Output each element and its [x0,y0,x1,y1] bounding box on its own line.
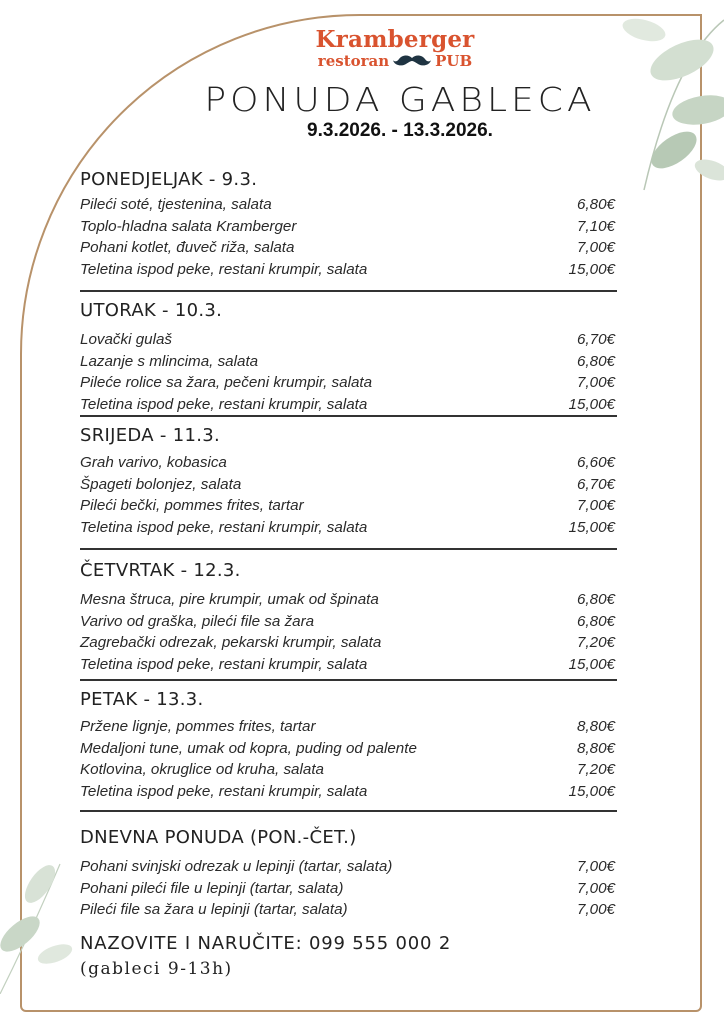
item-price: 7,00€ [576,879,615,897]
day-heading: UTORAK - 10.3. [80,300,223,321]
item-name: Pržene lignje, pommes frites, tartar [80,718,316,735]
menu-item [80,237,617,259]
divider [80,679,617,681]
item-name: Pohani kotlet, đuveč riža, salata [80,239,295,257]
menu-item [80,329,617,351]
item-name: Lazanje s mlincima, salata [80,352,259,370]
menu-item [80,517,617,539]
menu-item [80,394,617,416]
item-price: 7,00€ [576,901,615,919]
mustache-icon [393,54,431,68]
day-heading: PONEDJELJAK - 9.3. [80,169,258,190]
menu-item [80,372,617,394]
item-name: Teletina ispod peke, restani krumpir, salata [80,782,368,800]
item-name: Pileći bečki, pommes frites, tartar [80,497,304,515]
item-name: Toplo-hladna salata Kramberger [80,217,297,235]
menu-item [80,716,617,738]
item-name: Lovački gulaš [80,331,173,348]
menu-item [80,632,617,654]
divider [80,548,617,550]
day-section-wednesday [80,424,617,538]
item-price: 8,80€ [576,739,615,757]
menu-item [80,899,617,921]
daily-offer-heading: DNEVNA PONUDA (PON.-ČET.) [80,827,357,848]
item-price: 7,00€ [576,374,615,392]
item-name: Pohani svinjski odrezak u lepinji (tartar, salata) [80,858,393,875]
item-name: Zagrebački odrezak, pekarski krumpir, salata [80,634,382,652]
day-heading: PETAK - 13.3. [80,689,204,710]
item-name: Varivo od graška, pileći file sa žara [80,612,315,630]
item-price: 15,00€ [568,518,615,536]
item-price: 7,10€ [576,217,615,235]
day-section-friday [80,688,617,802]
item-name: Medaljoni tune, umak od kopra, puding od palente [80,739,417,757]
menu-item [80,759,617,781]
item-price: 15,00€ [568,260,615,278]
item-price: 6,80€ [576,196,615,213]
logo-right-word: PUB [435,52,473,70]
item-price: 6,80€ [576,612,615,630]
item-price: 15,00€ [568,395,615,413]
item-name: Teletina ispod peke, restani krumpir, salata [80,655,368,673]
day-section-tuesday [80,299,617,415]
divider [80,290,617,292]
logo-name: Kramberger [315,26,475,53]
divider [80,810,617,812]
day-heading: SRIJEDA - 11.3. [80,425,221,446]
day-section-thursday [80,559,617,675]
menu-item [80,781,617,803]
item-price: 6,80€ [576,591,615,608]
item-price: 6,70€ [576,475,615,493]
eucalyptus-leaves-bottom [0,844,90,994]
call-to-order: NAZOVITE I NARUČITE: 099 555 000 2 [80,933,452,954]
logo-left-word: restoran [317,52,390,70]
menu-item [80,878,617,900]
item-price: 6,80€ [576,352,615,370]
day-section-monday [80,168,617,280]
lunch-hours: (gableci 9-13h) [80,959,233,979]
item-price: 8,80€ [576,718,615,735]
page-title: PONUDA GABLECA [204,81,596,120]
menu-item [80,216,617,238]
menu-item [80,351,617,373]
divider [80,415,617,417]
item-name: Teletina ispod peke, restani krumpir, salata [80,395,368,413]
item-price: 7,00€ [576,497,615,515]
item-price: 15,00€ [568,655,615,673]
item-name: Grah varivo, kobasica [80,454,227,471]
daily-offer-section [80,826,617,921]
menu-item [80,259,617,281]
item-name: Špageti bolonjez, salata [80,475,242,493]
date-range: 9.3.2026. - 13.3.2026. [307,120,493,141]
restaurant-logo [304,26,486,70]
menu-item [80,611,617,633]
item-price: 6,70€ [576,331,615,348]
item-name: Pileći file sa žara u lepinji (tartar, salata) [80,901,348,919]
menu-item [80,495,617,517]
item-name: Mesna štruca, pire krumpir, umak od špinata [80,591,379,608]
item-price: 6,60€ [576,454,615,471]
menu-item [80,589,617,611]
item-price: 7,20€ [576,761,615,779]
menu-item [80,654,617,676]
item-price: 15,00€ [568,782,615,800]
menu-item [80,738,617,760]
item-name: Pileći soté, tjestenina, salata [80,196,272,213]
day-heading: ČETVRTAK - 12.3. [80,560,241,581]
item-name: Teletina ispod peke, restani krumpir, salata [80,518,368,536]
menu-item [80,452,617,474]
item-name: Pileće rolice sa žara, pečeni krumpir, salata [80,374,373,392]
item-name: Teletina ispod peke, restani krumpir, salata [80,260,368,278]
item-price: 7,20€ [576,634,615,652]
menu-item [80,856,617,878]
item-name: Kotlovina, okruglice od kruha, salata [80,761,324,779]
item-name: Pohani pileći file u lepinji (tartar, salata) [80,879,344,897]
menu-item [80,194,617,216]
menu-item [80,474,617,496]
item-price: 7,00€ [576,239,615,257]
item-price: 7,00€ [576,858,615,875]
